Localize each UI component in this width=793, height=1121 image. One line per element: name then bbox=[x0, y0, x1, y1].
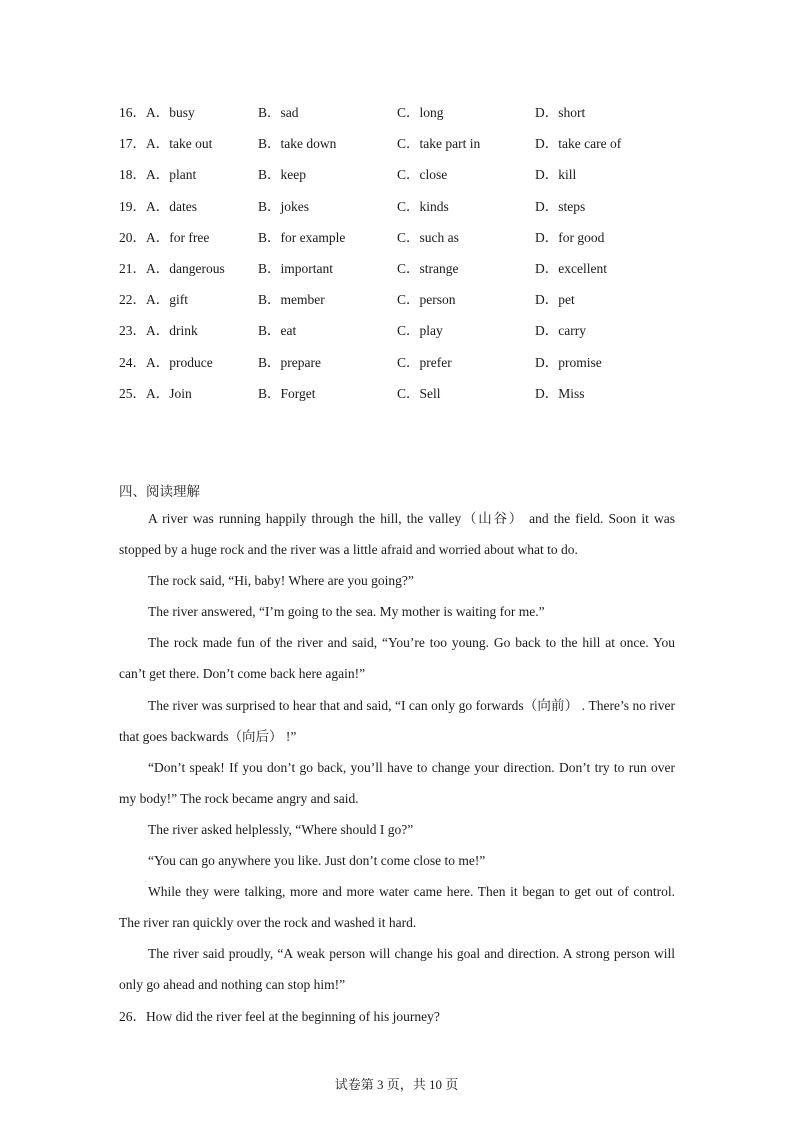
option-c: C．kinds bbox=[397, 198, 449, 214]
option-c: C．strange bbox=[397, 260, 459, 276]
page-footer: 试卷第 3 页，共 10 页 bbox=[334, 1077, 459, 1092]
question-number: 17． bbox=[119, 136, 146, 152]
passage-paragraph: The river was surprised to hear that and said, “I can only go forwards（向前） . There’s no river that goes backwards（向后） !” bbox=[119, 697, 675, 744]
passage-paragraph: The river answered, “I’m going to the sea. My mother is waiting for me.” bbox=[148, 604, 545, 620]
option-row-16 bbox=[119, 99, 739, 130]
option-d: D．short bbox=[535, 105, 586, 120]
question-26: 26．How did the river feel at the beginning of his journey? bbox=[119, 1008, 440, 1024]
option-a: 23．A．drink bbox=[119, 323, 198, 339]
option-a: 17．A．take out bbox=[119, 136, 213, 152]
option-b: B．important bbox=[258, 260, 333, 276]
section-title: 四、阅读理解 bbox=[119, 484, 200, 499]
question-number: 19． bbox=[119, 198, 146, 214]
option-row-25 bbox=[119, 380, 739, 411]
option-d: D．carry bbox=[535, 323, 586, 339]
option-c: C．prefer bbox=[397, 354, 452, 370]
question-number: 21． bbox=[119, 260, 146, 276]
option-b: B．for example bbox=[258, 229, 346, 245]
option-a: 18．A．plant bbox=[119, 167, 197, 183]
question-number: 18． bbox=[119, 167, 146, 183]
option-a: 20．A．for free bbox=[119, 229, 210, 245]
passage-paragraph: “You can go anywhere you like. Just don’t come close to me!” bbox=[148, 853, 486, 869]
passage-paragraph: The river said proudly, “A weak person will change his goal and direction. A strong person will only go ahead and nothing can stop him!” bbox=[119, 946, 675, 993]
option-a: 21．A．dangerous bbox=[119, 260, 225, 276]
question-number: 20． bbox=[119, 229, 146, 245]
passage-paragraph: The rock said, “Hi, baby! Where are you going?” bbox=[148, 573, 414, 589]
option-d: D．excellent bbox=[535, 260, 607, 276]
question-number: 16． bbox=[119, 105, 146, 120]
option-row-22 bbox=[119, 286, 739, 317]
question-number: 25． bbox=[119, 385, 146, 401]
option-b: B．member bbox=[258, 292, 325, 308]
option-b: B．keep bbox=[258, 167, 306, 183]
option-d: D．Miss bbox=[535, 385, 585, 401]
option-row-24 bbox=[119, 349, 739, 380]
option-row-23 bbox=[119, 317, 739, 348]
option-d: D．kill bbox=[535, 167, 577, 183]
option-c: C．play bbox=[397, 323, 443, 339]
passage-paragraph: A river was running happily through the hill, the valley（山谷） and the field. Soon it was stopped by a huge rock and the river was a little afraid and worried about what to do. bbox=[119, 511, 675, 558]
option-c: C．such as bbox=[397, 229, 459, 245]
option-row-17 bbox=[119, 130, 739, 161]
option-row-19 bbox=[119, 193, 739, 224]
option-a: 16．A．busy bbox=[119, 105, 195, 120]
option-d: D．promise bbox=[535, 354, 602, 370]
option-b: B．Forget bbox=[258, 385, 316, 401]
option-row-20 bbox=[119, 224, 739, 255]
passage-paragraph: The rock made fun of the river and said, “You’re too young. Go back to the hill at once. You can’t get there. Don’t come back here again!” bbox=[119, 635, 675, 682]
passage-paragraph: The river asked helplessly, “Where should I go?” bbox=[148, 821, 414, 837]
option-a: 24．A．produce bbox=[119, 354, 213, 370]
option-c: C．Sell bbox=[397, 385, 441, 401]
option-c: C．take part in bbox=[397, 136, 481, 152]
option-row-18 bbox=[119, 161, 739, 192]
option-table bbox=[119, 99, 739, 411]
passage-paragraph: “Don’t speak! If you don’t go back, you’ll have to change your direction. Don’t try to run over my body!” The rock became angry and said. bbox=[119, 759, 675, 806]
question-number: 23． bbox=[119, 323, 146, 339]
option-b: B．take down bbox=[258, 136, 337, 152]
option-d: D．take care of bbox=[535, 136, 622, 152]
option-c: C．close bbox=[397, 167, 448, 183]
question-number: 24． bbox=[119, 354, 146, 370]
option-row-21 bbox=[119, 255, 739, 286]
option-b: B．eat bbox=[258, 323, 297, 339]
option-d: D．steps bbox=[535, 198, 586, 214]
option-d: D．for good bbox=[535, 229, 605, 245]
option-c: C．long bbox=[397, 105, 444, 120]
reading-passage bbox=[119, 503, 675, 1032]
passage-paragraph: While they were talking, more and more water came here. Then it began to get out of control. The river ran quickly over the rock and washed it hard. bbox=[119, 884, 675, 931]
option-b: B．jokes bbox=[258, 198, 310, 214]
question-number: 22． bbox=[119, 292, 146, 308]
option-a: 25．A．Join bbox=[119, 385, 192, 401]
option-b: B．prepare bbox=[258, 354, 321, 370]
option-d: D．pet bbox=[535, 292, 575, 308]
option-b: B．sad bbox=[258, 105, 299, 120]
option-a: 19．A．dates bbox=[119, 198, 197, 214]
option-c: C．person bbox=[397, 292, 456, 308]
option-a: 22．A．gift bbox=[119, 292, 188, 308]
